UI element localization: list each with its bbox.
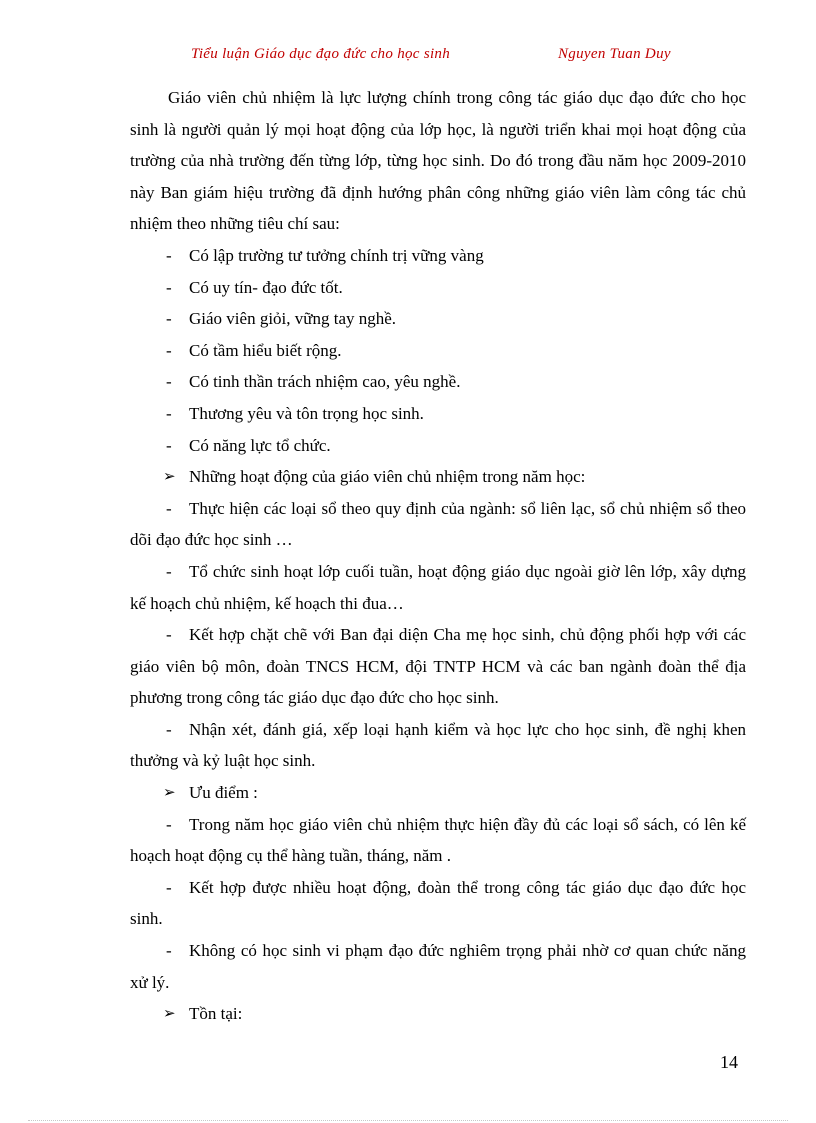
activity-item xyxy=(130,714,746,777)
dash-mark: - xyxy=(166,403,172,423)
section-heading-text: Ưu điểm : xyxy=(189,783,258,803)
section-heading-strengths xyxy=(130,777,746,809)
arrow-bullet-icon: ➢ xyxy=(163,783,176,802)
intro-paragraph: Giáo viên chủ nhiệm là lực lượng chính trong công tác giáo dục đạo đức cho học sinh là người quản lý mọi hoạt động của lớp học, là người triển khai mọi hoạt động của trường của nhà trường đến từng lớp, từng học sinh. Do đó trong đầu năm học 2009-2010 này Ban giám hiệu trường đã định hướng phân công những giáo viên làm công tác chủ nhiệm theo những tiêu chí sau: xyxy=(130,88,746,234)
header-title: Tiểu luận Giáo dục đạo đức cho học sinh xyxy=(191,46,451,62)
criteria-text: Có tinh thần trách nhiệm cao, yêu nghề. xyxy=(189,372,461,392)
dash-mark: - xyxy=(166,245,172,265)
page-header xyxy=(0,46,816,70)
criteria-text: Thương yêu và tôn trọng học sinh. xyxy=(189,403,424,423)
criteria-text: Có tầm hiểu biết rộng. xyxy=(189,340,342,360)
criteria-item xyxy=(130,430,746,462)
section-heading-limitations xyxy=(130,998,746,1030)
dash-mark: - xyxy=(166,814,172,834)
section-heading-activities xyxy=(130,461,746,493)
dash-mark: - xyxy=(166,561,172,581)
dash-mark: - xyxy=(166,435,172,455)
page-bottom-divider xyxy=(28,1120,788,1121)
strength-text: Trong năm học giáo viên chủ nhiệm thực hiện đầy đủ các loại sổ sách, có lên kế hoạch hoạt động cụ thể hàng tuần, tháng, năm . xyxy=(130,814,746,866)
criteria-text: Có năng lực tổ chức. xyxy=(189,435,331,455)
dash-mark: - xyxy=(166,277,172,297)
strength-text: Không có học sinh vi phạm đạo đức nghiêm trọng phải nhờ cơ quan chức năng xử lý. xyxy=(130,941,746,992)
criteria-item xyxy=(130,272,746,304)
page-number: 14 xyxy=(720,1052,738,1072)
activity-text: Tổ chức sinh hoạt lớp cuối tuần, hoạt động giáo dục ngoài giờ lên lớp, xây dựng kế hoạch chủ nhiệm, kế hoạch thi đua… xyxy=(130,561,746,613)
dash-mark: - xyxy=(166,309,172,329)
activity-item xyxy=(130,493,746,556)
arrow-bullet-icon: ➢ xyxy=(163,1004,176,1023)
strength-item xyxy=(130,872,746,935)
dash-mark: - xyxy=(166,625,172,645)
activity-text: Kết hợp chặt chẽ với Ban đại diện Cha mẹ học sinh, chủ động phối hợp với các giáo viên bộ môn, đoàn TNCS HCM, đội TNTP HCM và các ban ngành đoàn thể địa phương trong công tác giáo dục đạo đức cho học sinh. xyxy=(130,625,746,708)
dash-mark: - xyxy=(166,372,172,392)
criteria-item xyxy=(130,240,746,272)
dash-mark: - xyxy=(166,941,172,961)
criteria-text: Có uy tín- đạo đức tốt. xyxy=(189,277,343,297)
section-heading-text: Những hoạt động của giáo viên chủ nhiệm trong năm học: xyxy=(189,467,586,487)
dash-mark: - xyxy=(166,340,172,360)
criteria-text: Giáo viên giỏi, vững tay nghề. xyxy=(189,309,397,329)
header-author: Nguyen Tuan Duy xyxy=(558,46,671,62)
activity-item xyxy=(130,619,746,714)
criteria-item xyxy=(130,335,746,367)
dash-mark: - xyxy=(166,719,172,739)
criteria-item xyxy=(130,398,746,430)
activity-item xyxy=(130,556,746,619)
strength-item xyxy=(130,809,746,872)
criteria-item xyxy=(130,366,746,398)
arrow-bullet-icon: ➢ xyxy=(163,467,176,486)
activity-text: Nhận xét, đánh giá, xếp loại hạnh kiểm và học lực cho học sinh, đề nghị khen thưởng và kỷ luật học sinh. xyxy=(130,719,746,771)
dash-mark: - xyxy=(166,498,172,518)
strength-text: Kết hợp được nhiều hoạt động, đoàn thể trong công tác giáo dục đạo đức học sinh. xyxy=(130,877,746,929)
activity-text: Thực hiện các loại sổ theo quy định của ngành: sổ liên lạc, sổ chủ nhiệm sổ theo dõi đạo đức học sinh … xyxy=(130,498,746,550)
criteria-text: Có lập trường tư tưởng chính trị vững vàng xyxy=(189,245,484,265)
dash-mark: - xyxy=(166,877,172,897)
strength-item xyxy=(130,935,746,998)
section-heading-text: Tồn tại: xyxy=(189,1004,243,1024)
criteria-item xyxy=(130,303,746,335)
document-body xyxy=(130,82,746,1030)
